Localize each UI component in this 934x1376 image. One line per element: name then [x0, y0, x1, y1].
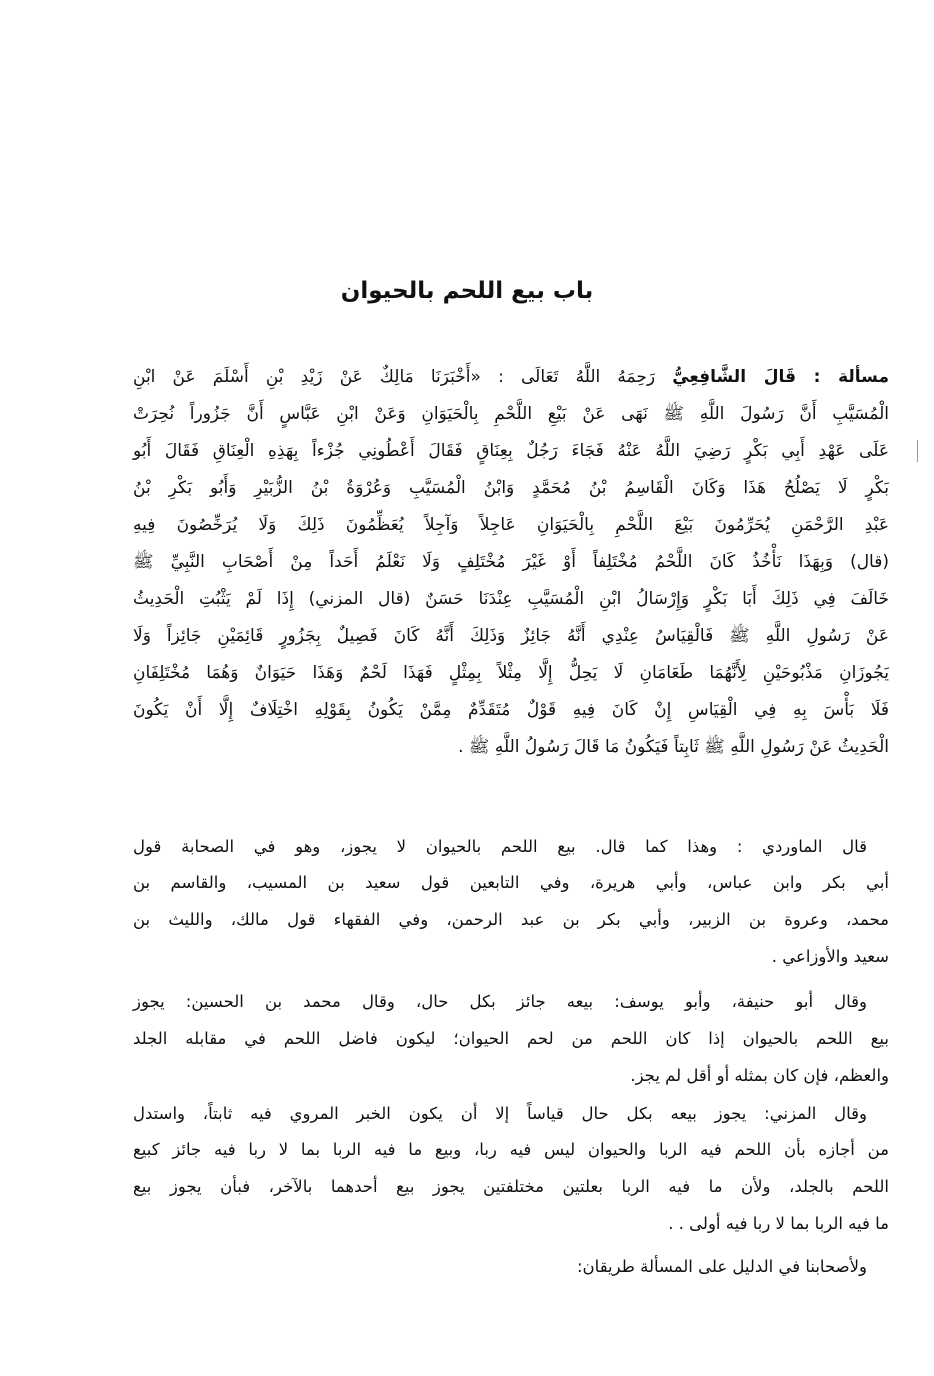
- text-line: الْمُسَيَّبِ أَنَّ رَسُولَ اللَّهِ ﷺ نَهَى عَنْ بَيْعِ اللَّحْمِ بِالْحَيَوَانِ وَعَنْ ابْنِ عَبَّاسٍ أَنَّ جَزُوراً نُحِرَتْ: [133, 404, 889, 424]
- text-line: أبي بكر وابن عباس، وأبي هريرة، وفي التابعين قول سعيد بن المسيب، والقاسم بن: [133, 873, 889, 892]
- scan-mark: [917, 440, 918, 462]
- text-line: وقال المزني: يجوز بيعه بكل حال قياساً إلا أن يكون الخبر المروي فيه ثابتاً، واستدل: [133, 1104, 867, 1123]
- text-line: ولأصحابنا في الدليل على المسألة طريقان:: [576, 1257, 867, 1276]
- text-line: عَبْدِ الرَّحْمَنِ يُحَرِّمُونَ بَيْعَ اللَّحْمِ بِالْحَيَوَانِ عَاجِلاً وَآجِلاً يُعَظِّمُونَ ذَلِكَ وَلَا يُرَخِّصُونَ فِيهِ: [133, 515, 889, 535]
- text-line: قال الماوردي : وهذا كما قال. بيع اللحم بالحيوان لا يجوز، وهو في الصحابة قول: [133, 837, 867, 856]
- text-line: سعيد والأوزاعي .: [771, 947, 889, 966]
- text-line: والعظم، فإن كان بمثله أو أقل لم يجز.: [630, 1066, 889, 1085]
- text-line: بَكْرٍ لَا يَصْلُحُ هَذَا وَكَانَ الْقَاسِمُ بْنُ مُحَمَّدٍ وَابْنُ الْمُسَيَّبِ وَعُرْوَةُ بْنُ الزُّبَيْرِ وَأَبُو بَكْرِ بْنُ: [133, 478, 889, 498]
- text-line: [133, 362, 889, 392]
- text-line: خَالَفَ فِي ذَلِكَ أَبَا بَكْرٍ وَإِرْسَالُ ابْنِ الْمُسَيَّبِ عِنْدَنَا حَسَنٌ (قال المزني) إِذَا لَمْ يَثْبُتِ الْحَدِيثُ: [133, 589, 889, 609]
- text-line: محمد، وعروة بن الزبير، وأبي بكر بن عبد الرحمن، وفي الفقهاء قول مالك، والليث بن: [133, 910, 889, 929]
- text-line: وقال أبو حنيفة، وأبو يوسف: بيعه جائز بكل حال، وقال محمد بن الحسين: يجوز: [133, 992, 867, 1011]
- text-line: الْحَدِيثُ عَنْ رَسُولِ اللَّهِ ﷺ ثَابِتاً فَيَكُونُ مَا قَالَ رَسُولُ اللَّهِ ﷺ .: [458, 737, 889, 757]
- text-line: بيع اللحم بالحيوان إذا كان اللحم من لحم الحيوان؛ ليكون فاضل اللحم في مقابله الجلد: [133, 1029, 889, 1048]
- text-line: عَنْ رَسُولِ اللَّهِ ﷺ فَالْقِيَاسُ عِنْدِي أَنَّهُ جَائِزٌ وَذَلِكَ أَنَّهُ كَانَ فَصِيلٌ بِجَزُورٍ قَائِمَيْنِ جَائِزاً وَلَا: [133, 626, 889, 646]
- text-line: اللحم بالجلد، ولأن ما فيه الربا بعلتين مختلفتين يجوز بيع أحدهما بالآخر، فبأن يجوز بيع: [133, 1177, 889, 1196]
- text-line: من أجازه بأن اللحم فيه الربا والحيوان ليس فيه ربا، وبيع ما فيه الربا بما لا ربا فيه جائز كبيع: [133, 1140, 889, 1159]
- text-line: فَلَا بَأْسَ بِهِ فِي الْقِيَاسِ إِنْ كَانَ فِيهِ قَوْلٌ مُتَقَدِّمٌ مِمَّنْ يَكُونُ بِقَوْلِهِ اخْتِلَافٌ إِلَّا أَنْ يَكُونَ: [133, 700, 889, 720]
- masala-label: مسألة : قَالَ الشَّافِعِيُّ: [672, 367, 889, 387]
- text-line: (قال) وَبِهَذَا نَأْخُذُ كَانَ اللَّحْمُ مُخْتَلِفاً أَوْ غَيْرَ مُخْتَلِفٍ وَلَا نَعْلَمُ أَحَداً مِنْ أَصْحَابِ النَّبِيِّ ﷺ: [133, 552, 889, 572]
- text-line: ما فيه الربا بما لا ربا فيه أولى . .: [668, 1214, 889, 1233]
- text-line: عَلَى عَهْدِ أَبِي بَكْرٍ رَضِيَ اللَّهُ عَنْهُ فَجَاءَ رَجُلٌ بِعِنَاقٍ فَقَالَ أَعْطُونِي جُزْءاً بِهَذِهِ الْعِنَاقِ فَقَالَ أَبُو: [133, 441, 889, 461]
- line-text: رَحِمَهُ اللَّهُ تَعَالَى : «أَخْبَرَنَا مَالِكٌ عَنْ زَيْدِ بْنِ أَسْلَمَ عَنْ ابْنِ: [133, 367, 656, 387]
- chapter-title: باب بيع اللحم بالحيوان: [340, 278, 594, 304]
- text-line: يَجُوزَانِ مَذْبُوحَيْنِ لِأَنَّهُمَا طَعَامَانِ لَا يَحِلُّ إِلَّا مِثْلاً بِمِثْلٍ فَهَذَا لَحْمٌ وَهَذَا حَيَوَانٌ وَهُمَا مُخْتَلِفَانِ: [133, 663, 889, 683]
